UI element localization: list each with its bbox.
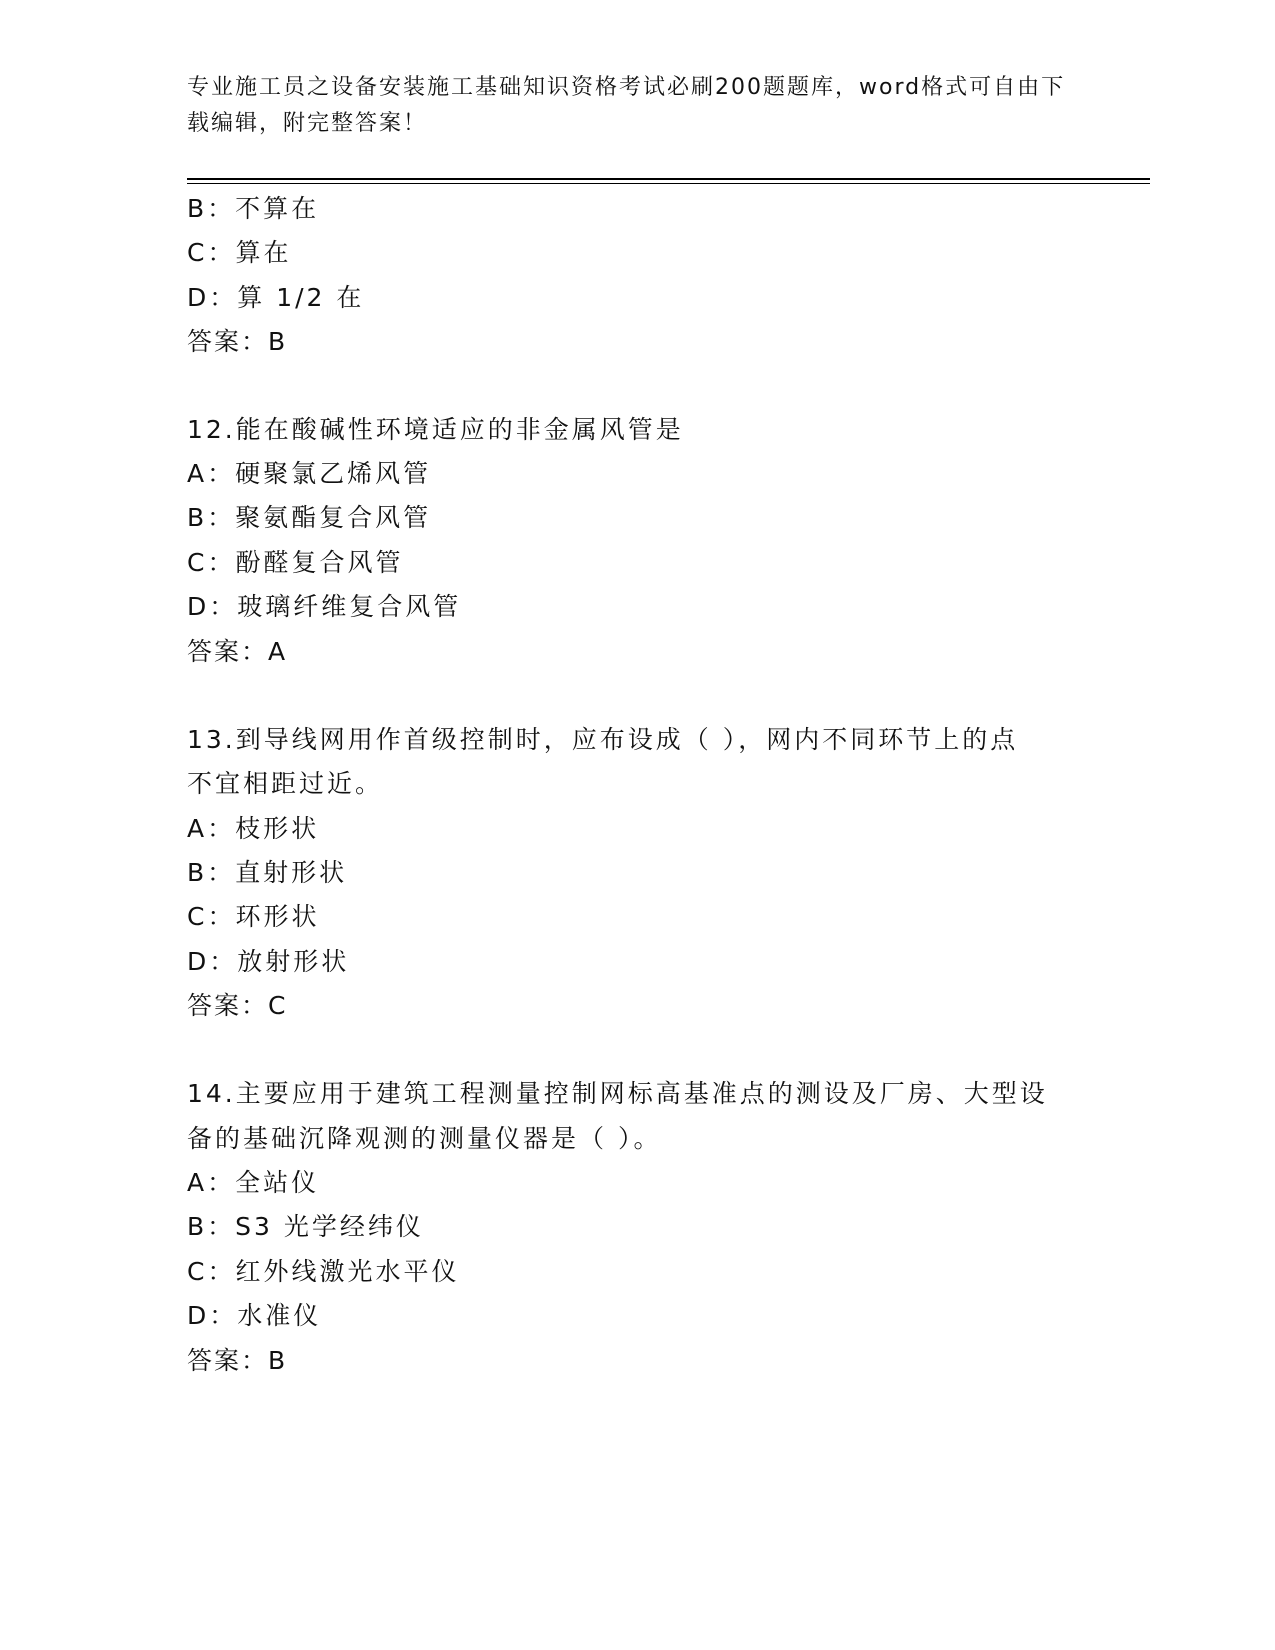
q13-question-line-1: 13.到导线网用作首级控制时，应布设成（ ），网内不同环节上的点 xyxy=(187,725,1019,754)
q14-option-a: A：全站仪 xyxy=(187,1168,320,1197)
q12-option-d: D：玻璃纤维复合风管 xyxy=(187,592,462,621)
q14-option-d: D：水准仪 xyxy=(187,1301,322,1330)
q14-option-c: C：红外线激光水平仪 xyxy=(187,1257,460,1286)
prev-option-d: D：算 1/2 在 xyxy=(187,283,365,312)
q14-option-b: B：S3 光学经纬仪 xyxy=(187,1212,424,1241)
q13-question-line-2: 不宜相距过近。 xyxy=(187,769,384,798)
q13-option-b: B：直射形状 xyxy=(187,858,348,887)
q14-question-line-1: 14.主要应用于建筑工程测量控制网标高基准点的测设及厂房、大型设 xyxy=(187,1079,1048,1108)
q12-question-line-1: 12.能在酸碱性环境适应的非金属风管是 xyxy=(187,415,684,444)
q14-answer: 答案：B xyxy=(187,1346,288,1375)
header-divider-thick xyxy=(187,178,1150,180)
prev-option-b: B：不算在 xyxy=(187,194,320,223)
q14-question-line-2: 备的基础沉降观测的测量仪器是（ ）。 xyxy=(187,1124,662,1153)
q12-option-c: C：酚醛复合风管 xyxy=(187,548,404,577)
page-header-title: 专业施工员之设备安装施工基础知识资格考试必刷200题题库，word格式可自由下载编辑，附完整答案！ xyxy=(187,75,1066,136)
q12-answer: 答案：A xyxy=(187,637,288,666)
q12-option-a: A：硬聚氯乙烯风管 xyxy=(187,459,432,488)
q13-option-c: C：环形状 xyxy=(187,902,320,931)
prev-answer: 答案：B xyxy=(187,327,288,356)
q13-option-a: A：枝形状 xyxy=(187,814,320,843)
q13-answer: 答案：C xyxy=(187,991,288,1020)
prev-option-c: C：算在 xyxy=(187,238,292,267)
q12-option-b: B：聚氨酯复合风管 xyxy=(187,503,432,532)
q13-option-d: D：放射形状 xyxy=(187,947,350,976)
header-divider-thin xyxy=(187,183,1150,184)
